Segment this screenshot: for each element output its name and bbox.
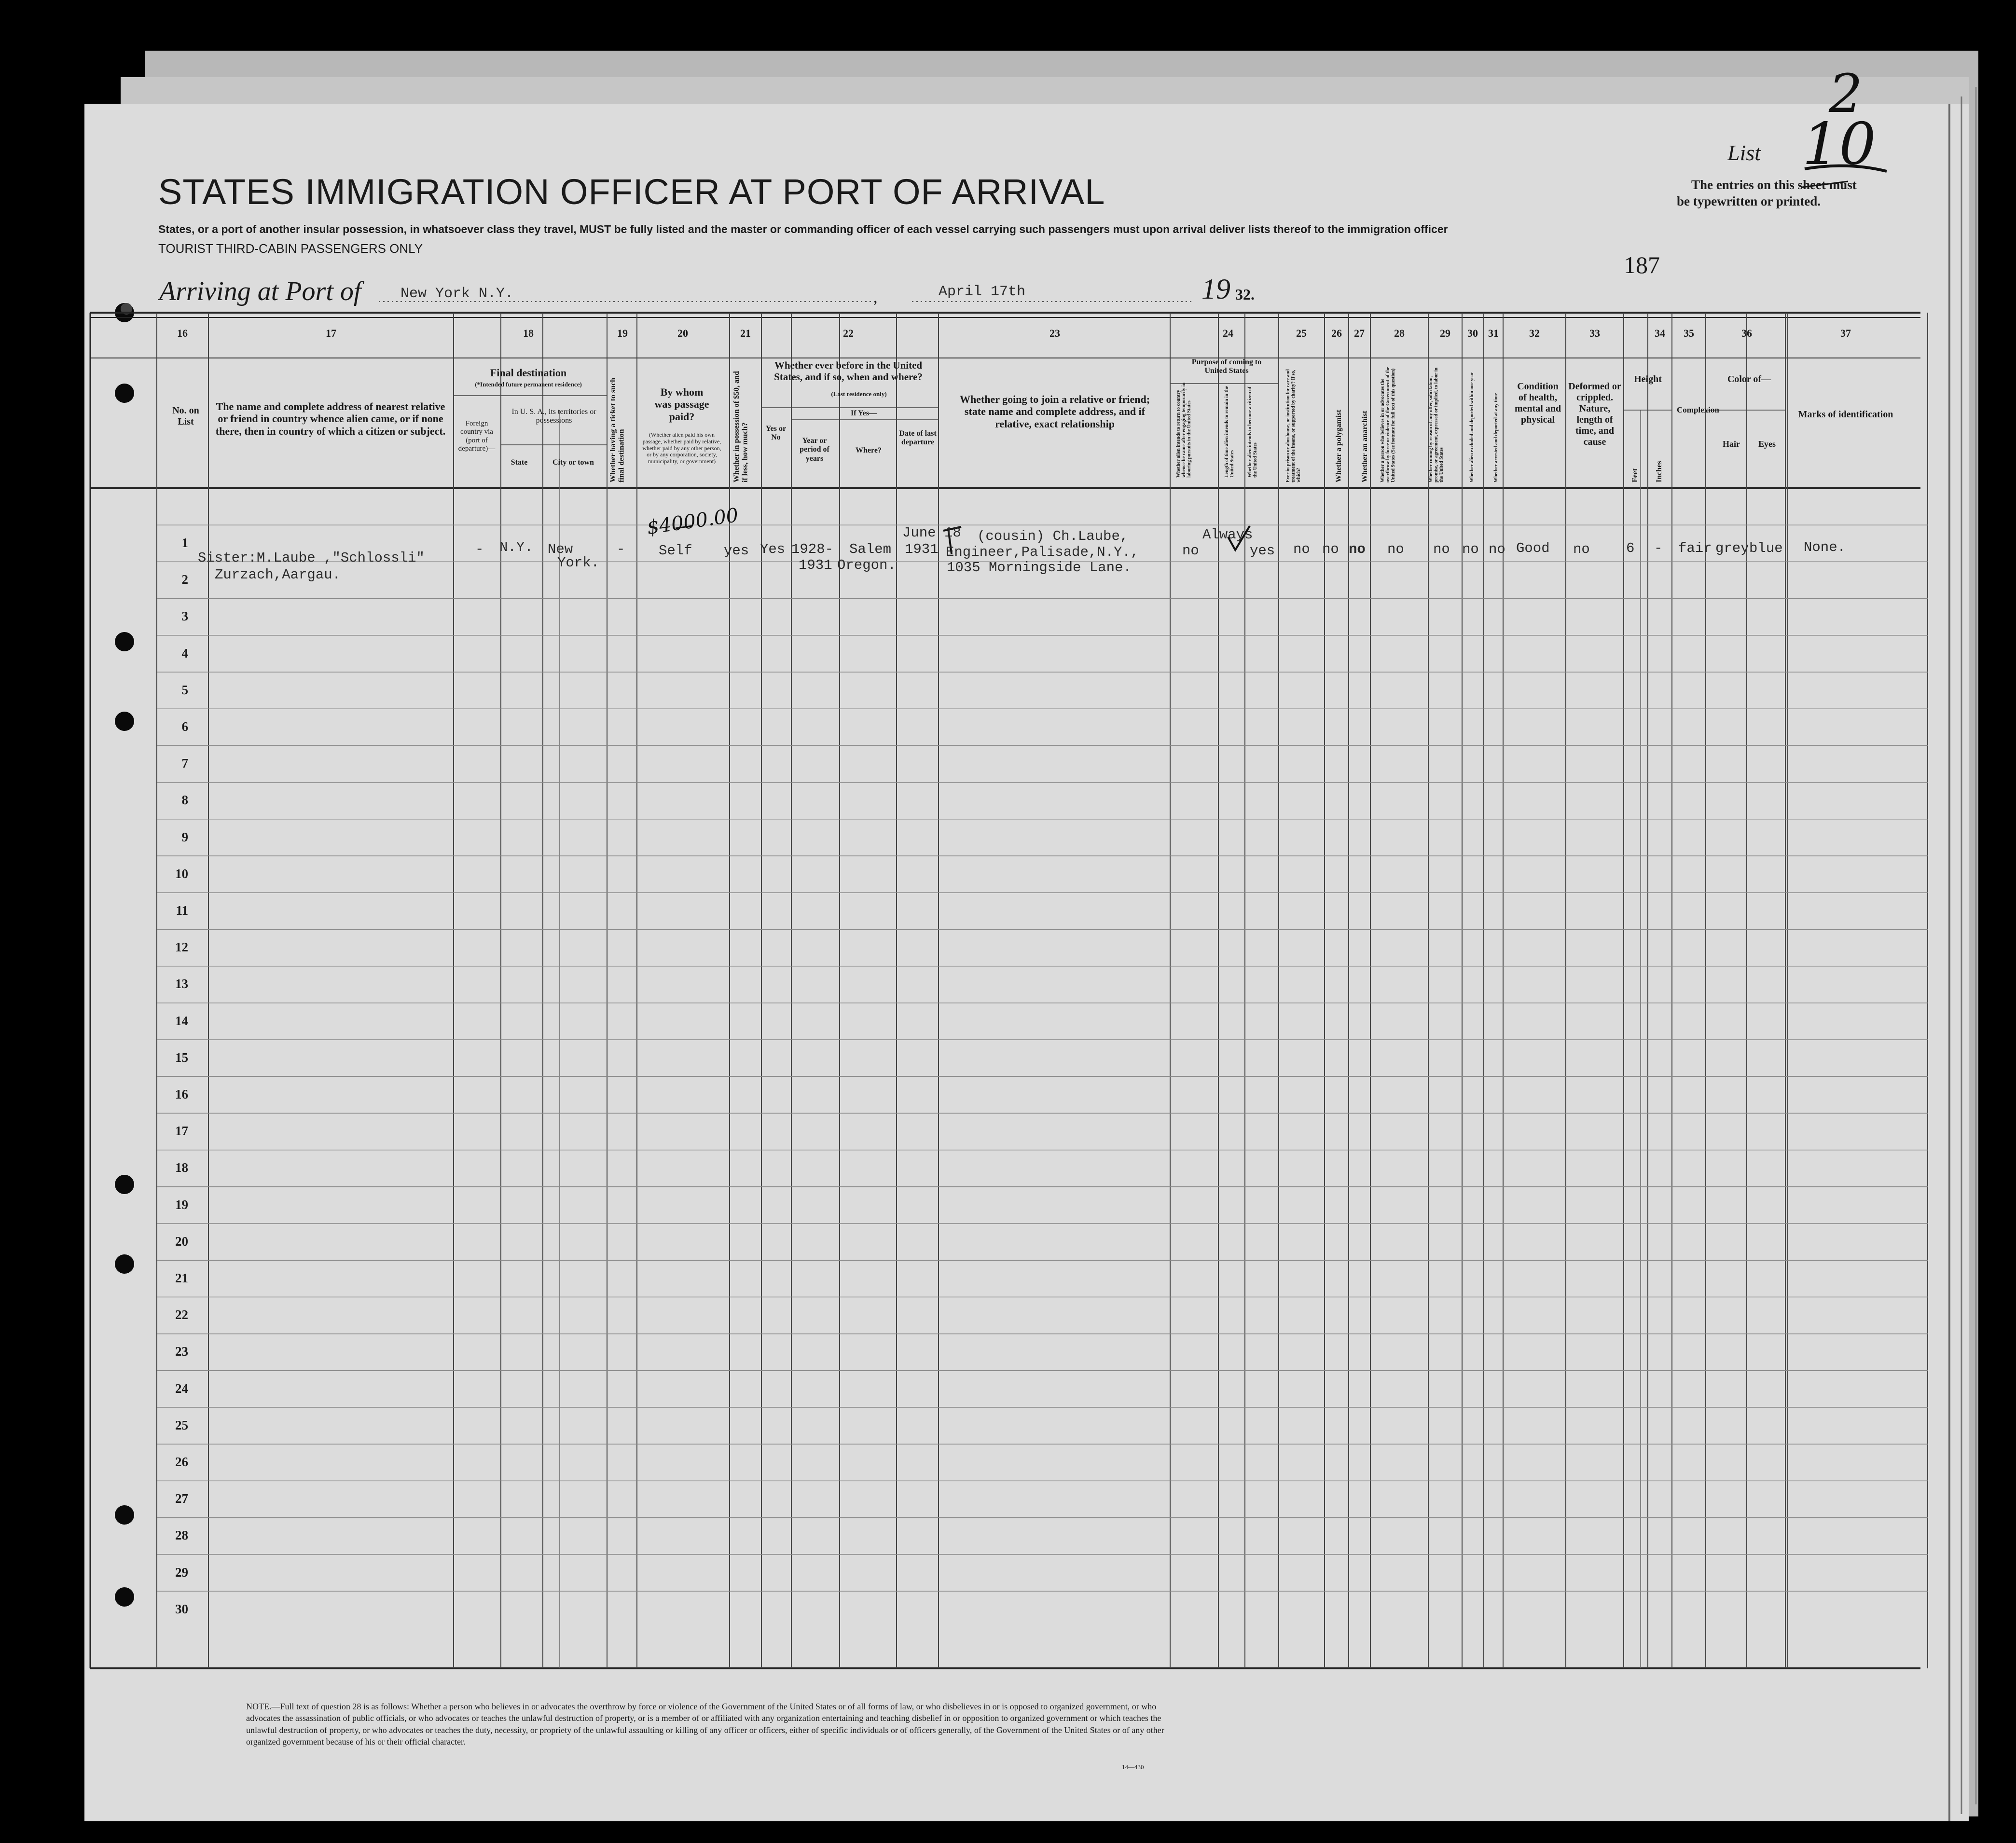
entry-foreign-country: - [475, 541, 484, 557]
column-number: 16 [177, 327, 188, 339]
row-number: 5 [181, 682, 188, 697]
header-no-on-list: No. on List [172, 405, 199, 427]
entry-prison: no [1293, 541, 1310, 557]
column-number: 22 [843, 327, 854, 339]
header-height: Height [1634, 374, 1662, 385]
header-final-destination-note: (*Intended future permanent residence) [475, 381, 582, 388]
row-number: 13 [175, 977, 188, 991]
entry-complexion: fair [1678, 540, 1712, 556]
column-number: 29 [1440, 327, 1450, 339]
row-number: 12 [175, 940, 188, 955]
row-number: 24 [175, 1381, 188, 1396]
column-number: 36 [1741, 327, 1752, 339]
header-city: City or town [552, 458, 594, 467]
header-complexion: Complexion [1677, 405, 1719, 414]
entry-purpose-b: Always [1202, 527, 1253, 543]
header-inches: Inches [1655, 461, 1663, 482]
header-ticket: Whether having a ticket to such final destination [609, 377, 626, 482]
column-number: 23 [1049, 327, 1060, 339]
header-where: Where? [856, 446, 882, 454]
entry-where: Salem [849, 541, 892, 557]
header-date-departure: Date of last departure [899, 429, 937, 447]
entry-purpose-c: yes [1250, 543, 1275, 559]
header-possession-50: Whether in possession of $50, and if less, how much? [732, 371, 749, 482]
column-number: 31 [1488, 327, 1499, 339]
row-number: 6 [181, 719, 188, 734]
header-if-yes: If Yes— [850, 409, 877, 417]
header-purpose-b: Length of time alien intends to remain in the United States [1224, 386, 1235, 478]
entry-feet: 6 [1626, 540, 1635, 556]
row-number: 20 [175, 1234, 188, 1249]
row-number: 16 [175, 1087, 188, 1101]
arriving-label: Arriving at Port of [159, 276, 361, 306]
entry-polygamist: no [1322, 541, 1339, 557]
header-q31: Whether arrested and deported at any time [1493, 393, 1499, 482]
entry-condition: Good [1516, 540, 1550, 556]
column-number: 35 [1684, 327, 1694, 339]
column-number: 21 [740, 327, 751, 339]
year-prefix: 19 [1201, 273, 1230, 305]
page-title: STATES IMMIGRATION OFFICER AT PORT OF ARRIVAL [158, 172, 1105, 212]
class-line: TOURIST THIRD-CABIN PASSENGERS ONLY [158, 241, 423, 256]
port-value: New York N.Y. [400, 286, 514, 302]
entry-q28: no [1387, 541, 1404, 557]
row-number: 3 [181, 609, 188, 624]
form-subtitle: States, or a port of another insular possession, in whatsoever class they travel, MUST be fully listed and the master or commanding officer of each vessel carrying such passengers must upon arrival deliver lists thereof to the immigration officer [158, 223, 1448, 235]
entry-relative-address: Zurzach,Aargau. [215, 567, 341, 583]
row-number: 9 [181, 829, 188, 844]
header-join-relative: Whether going to join a relative or friend; state name and complete address, and if relative, exact relationship [959, 393, 1150, 430]
header-feet: Feet [1631, 468, 1639, 482]
header-prison: Ever in prison or almshouse, or institution for care and treatment of the insane, or supported by charity? If so, which? [1285, 369, 1301, 482]
column-number: 20 [677, 327, 688, 339]
entry-join-relative: Engineer,Palisade,N.Y., [946, 544, 1139, 560]
entries-note: The entries on this sheet must [1691, 178, 1857, 192]
row-number: 1 [181, 536, 188, 550]
row-number: 19 [175, 1197, 188, 1212]
header-purpose: Purpose of coming to United States [1191, 358, 1262, 375]
header-purpose-a: Whether alien intends to return to country whence he came after engaging temporarily in laboring pursuits in the United States [1176, 383, 1192, 478]
column-number: 18 [523, 327, 534, 339]
header-yes-or-no: Yes or No [765, 425, 787, 442]
header-deformed: Deformed or crippled. Nature, length of time, and cause [1568, 381, 1621, 447]
row-number: 21 [175, 1271, 188, 1285]
entry-relative-address: Sister:M.Laube ,"Schlossli" [198, 550, 425, 566]
list-label: List [1727, 140, 1761, 165]
row-number: 23 [175, 1344, 188, 1359]
entry-join-relative: (cousin) Ch.Laube, [977, 528, 1129, 544]
form-code: 14—430 [1122, 1763, 1144, 1771]
entry-q31: no [1489, 541, 1505, 557]
entry-deformed: no [1573, 541, 1590, 557]
row-number: 14 [175, 1013, 188, 1028]
row-number: 30 [175, 1601, 188, 1616]
column-number: 30 [1467, 327, 1478, 339]
header-passage-note: (Whether alien paid his own passage, whether paid by relative, whether paid by any other person, or by any corporation, society, municipality, or government) [642, 431, 721, 465]
column-number: 24 [1223, 327, 1233, 339]
entry-hair: grey [1715, 540, 1749, 556]
year-suffix: 32. [1235, 286, 1255, 303]
column-number: 17 [326, 327, 336, 339]
header-in-usa: In U. S. A., its territories or possessions [511, 408, 596, 425]
header-eyes: Eyes [1758, 439, 1776, 449]
header-condition: Condition of health, mental and physical [1514, 381, 1561, 425]
entry-passage-paid: Self [659, 543, 692, 559]
header-q30: Whether alien excluded and deported within one year [1469, 372, 1475, 482]
entry-purpose-a: no [1182, 543, 1199, 559]
row-number: 29 [175, 1565, 188, 1580]
row-number: 10 [175, 866, 188, 881]
column-number: 32 [1529, 327, 1540, 339]
header-year-period: Year or period of years [800, 437, 829, 463]
entry-q29: no [1433, 541, 1450, 557]
row-number: 4 [181, 646, 188, 660]
entry-eyes: blue [1749, 540, 1783, 556]
column-number: 33 [1589, 327, 1600, 339]
entry-years: 1931 [799, 557, 832, 573]
row-number: 15 [175, 1050, 188, 1065]
list-number: 10 [1802, 111, 1876, 178]
entry-possession: yes [724, 543, 749, 559]
entries-note: be typewritten or printed. [1677, 194, 1821, 208]
entry-q30: no [1462, 541, 1479, 557]
column-number: 37 [1840, 327, 1851, 339]
header-ever-before: Whether ever before in the United States, and if so, when and where? [774, 359, 923, 383]
header-q28: Whether a person who believes in or advocates the overthrow by force or violence of the Government of the United States (See footnote for full text of this question) [1380, 367, 1396, 482]
column-number: 27 [1354, 327, 1365, 339]
row-number: 28 [175, 1528, 188, 1543]
header-last-residence: (Last residence only) [831, 390, 887, 398]
column-number: 19 [617, 327, 628, 339]
entry-years: 1928- [791, 541, 834, 557]
entry-marks: None. [1804, 539, 1846, 555]
paper [84, 104, 1969, 1821]
entry-anarchist: no [1349, 541, 1366, 557]
header-anarchist: Whether an anarchist [1361, 411, 1369, 482]
entry-ever-before: Yes [760, 541, 786, 557]
entry-where: Oregon. [837, 557, 896, 573]
header-q29: Whether coming by reason of any offer, solicitation, promise, or agreement, expressed or implied, to labor in the United States [1428, 367, 1444, 482]
header-foreign-country: Foreign country via (port of departure)— [458, 420, 496, 453]
row-number: 25 [175, 1417, 188, 1432]
header-relative-address: The name and complete address of nearest relative or friend in country whence alien came, or if none there, then in country of which a citizen or subject. [215, 400, 446, 437]
row-number: 26 [175, 1455, 188, 1469]
entry-city: York. [557, 555, 600, 571]
entry-city: New [548, 541, 573, 557]
footnote: NOTE.—Full text of question 28 is as follows: Whether a person who believes in or advocates the overthrow by force or violence of the Government of the United States or of all forms of law, or who disbelieves in or is opposed to organized government, or who advocates the assassination of public officials, or who advocates or teaches the unlawful destruction of property, or is a member of or affiliated with any organization entertaining and teaching disbelief in or opposition to organized government or which teaches the unlawful destruction of property, or who advocates or teaches the duty, necessity, or propriety of the unlawful assaulting or killing of any officer or officers, either of specific individuals or of officers generally, of the Government of the United States or of any other organized government because of his or their official character. [246, 1702, 1164, 1747]
row-number: 8 [181, 793, 188, 808]
form-punct: , [873, 289, 878, 306]
date-value: April 17th [939, 284, 1026, 300]
header-purpose-c: Whether alien intends to become a citizen of the United States [1247, 386, 1258, 478]
column-number: 34 [1655, 327, 1665, 339]
row-number: 17 [175, 1124, 188, 1139]
row-number: 2 [181, 572, 188, 587]
entry-departure-date: June 18 [902, 525, 961, 541]
column-number: 28 [1394, 327, 1405, 339]
header-hair: Hair [1723, 439, 1740, 449]
corner-number: 2 [1829, 63, 1863, 124]
entry-state: N.Y. [499, 539, 533, 555]
row-number: 27 [175, 1491, 188, 1506]
header-final-destination: Final destination [490, 367, 567, 379]
entry-join-relative: 1035 Morningside Lane. [947, 560, 1132, 576]
header-passage-paid: By whom was passage paid? [654, 386, 709, 423]
entry-ticket: - [617, 541, 625, 557]
row-number: 7 [181, 756, 188, 771]
entry-passage-amount: $4000.00 [645, 504, 740, 539]
header-polygamist: Whether a polygamist [1335, 410, 1343, 482]
entry-inches: - [1654, 540, 1663, 556]
header-marks: Marks of identification [1798, 409, 1893, 420]
header-state: State [511, 458, 528, 467]
column-number: 26 [1331, 327, 1342, 339]
row-number: 18 [175, 1160, 188, 1175]
header-color-of: Color of— [1727, 374, 1771, 385]
row-number: 11 [176, 903, 188, 918]
entry-departure-date: 1931 [905, 541, 939, 557]
row-number: 22 [175, 1307, 188, 1322]
column-number: 25 [1296, 327, 1307, 339]
stamp-number: 187 [1624, 251, 1660, 278]
